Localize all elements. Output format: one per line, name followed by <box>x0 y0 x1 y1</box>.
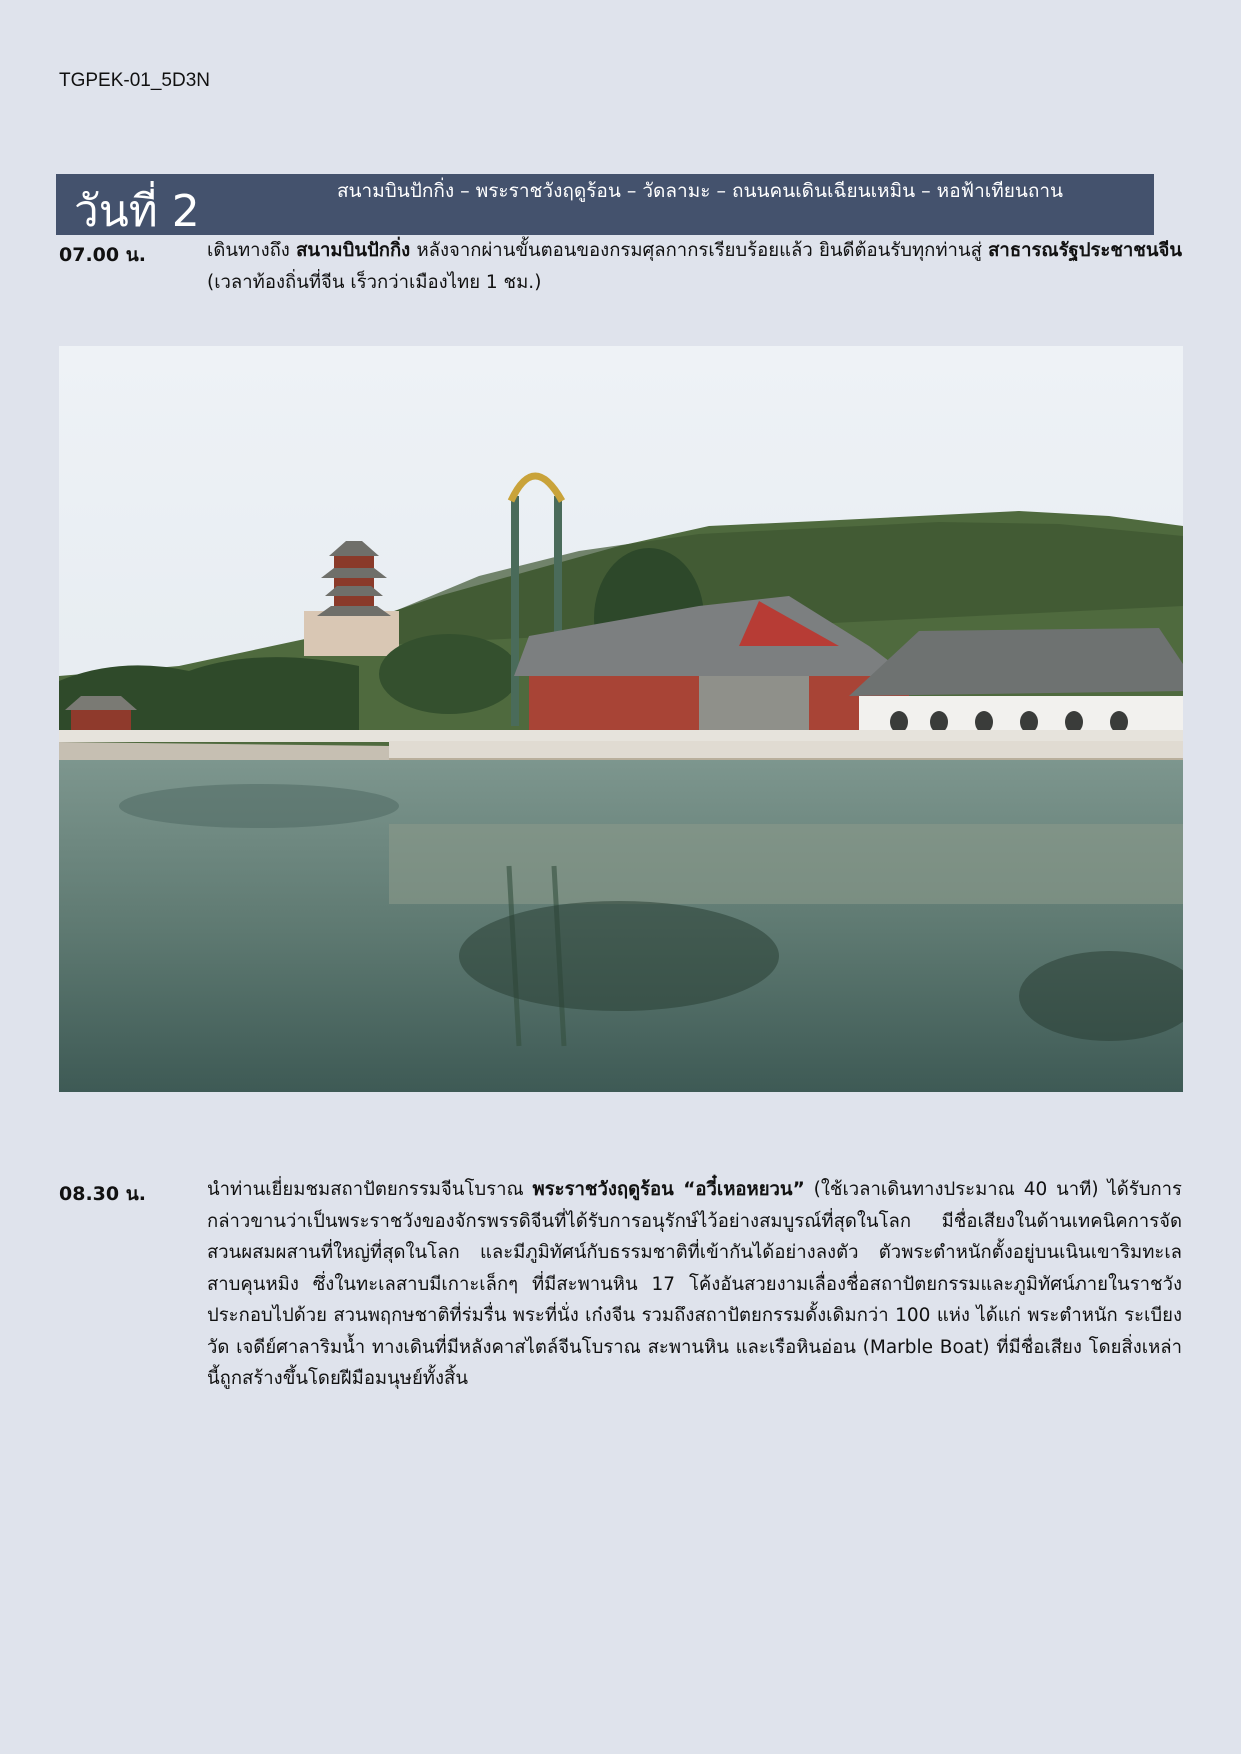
day-label: วันที่ 2 <box>74 186 200 237</box>
text-segment: เดินทางถึง <box>207 240 297 261</box>
schedule-time: 07.00 น. <box>59 244 146 266</box>
bold-place-name: สนามบินปักกิ่ง <box>296 240 411 261</box>
schedule-time: 08.30 น. <box>59 1183 146 1205</box>
text-segment: (ใช้เวลาเดินทางประมาณ 40 นาที) ได้รับการกล่าวขานว่าเป็นพระราชวังของจักรพรรดิจีนที่ได้รับการอนุรักษ์ไว้อย่างสมบูรณ์ที่สุดในโลก มีชื่อเสียงในด้านเทคนิคการจัดสวนผสมผสานที่ใหญ่ที่สุดในโลก และมีภูมิทัศน์กับธรรมชาติที่เข้ากันได้อย่างลงตัว ตัวพระตำหนักตั้งอยู่บนเนินเขาริมทะเลสาบคุนหมิง ซึ่งในทะเลสาบมีเกาะเล็กๆ ที่มีสะพานหิน 17 โค้งอันสวยงามเลื่องชื่อสถาปัตยกรรมและภูมิทัศน์ภายในราชวังประกอบไปด้วย สวนพฤกษชาติที่ร่มรื่น พระที่นั่ง เก๋งจีน รวมถึงสถาปัตยกรรมดั้งเดิมกว่า 100 แห่ง ได้แก่ พระตำหนัก ระเบียง วัด เจดีย์ศาลาริมน้ำ ทางเดินที่มีหลังคาสไตล์จีนโบราณ สะพานหิน และเรือหินอ่อน (Marble Boat) ที่มีชื่อเสียง โดยสิ่งเหล่านี้ถูกสร้างขึ้นโดยฝีมือมนุษย์ทั้งสิ้น <box>207 1179 1182 1389</box>
bold-place-name: พระราชวังฤดูร้อน “อวี๋เหอหยวน” <box>532 1179 805 1200</box>
schedule-description <box>207 1174 1182 1395</box>
day-route-title: สนามบินปักกิ่ง – พระราชวังฤดูร้อน – วัดลามะ – ถนนคนเดินเฉียนเหมิน – หอฟ้าเทียนถาน <box>336 180 1064 202</box>
bold-place-name: สาธารณรัฐประชาชนจีน <box>988 240 1182 261</box>
text-segment: หลังจากผ่านขั้นตอนของกรมศุลกากรเรียบร้อยแล้ว ยินดีต้อนรับทุกท่านสู่ <box>410 240 989 261</box>
document-code: TGPEK-01_5D3N <box>59 70 211 91</box>
day-header-banner <box>56 174 1154 235</box>
schedule-description <box>207 235 1182 298</box>
text-segment: นำท่านเยี่ยมชมสถาปัตยกรรมจีนโบราณ <box>207 1179 533 1200</box>
text-segment: (เวลาท้องถิ่นที่จีน เร็วกว่าเมืองไทย 1 ชม.) <box>207 271 542 293</box>
summer-palace-photo <box>59 346 1183 1092</box>
